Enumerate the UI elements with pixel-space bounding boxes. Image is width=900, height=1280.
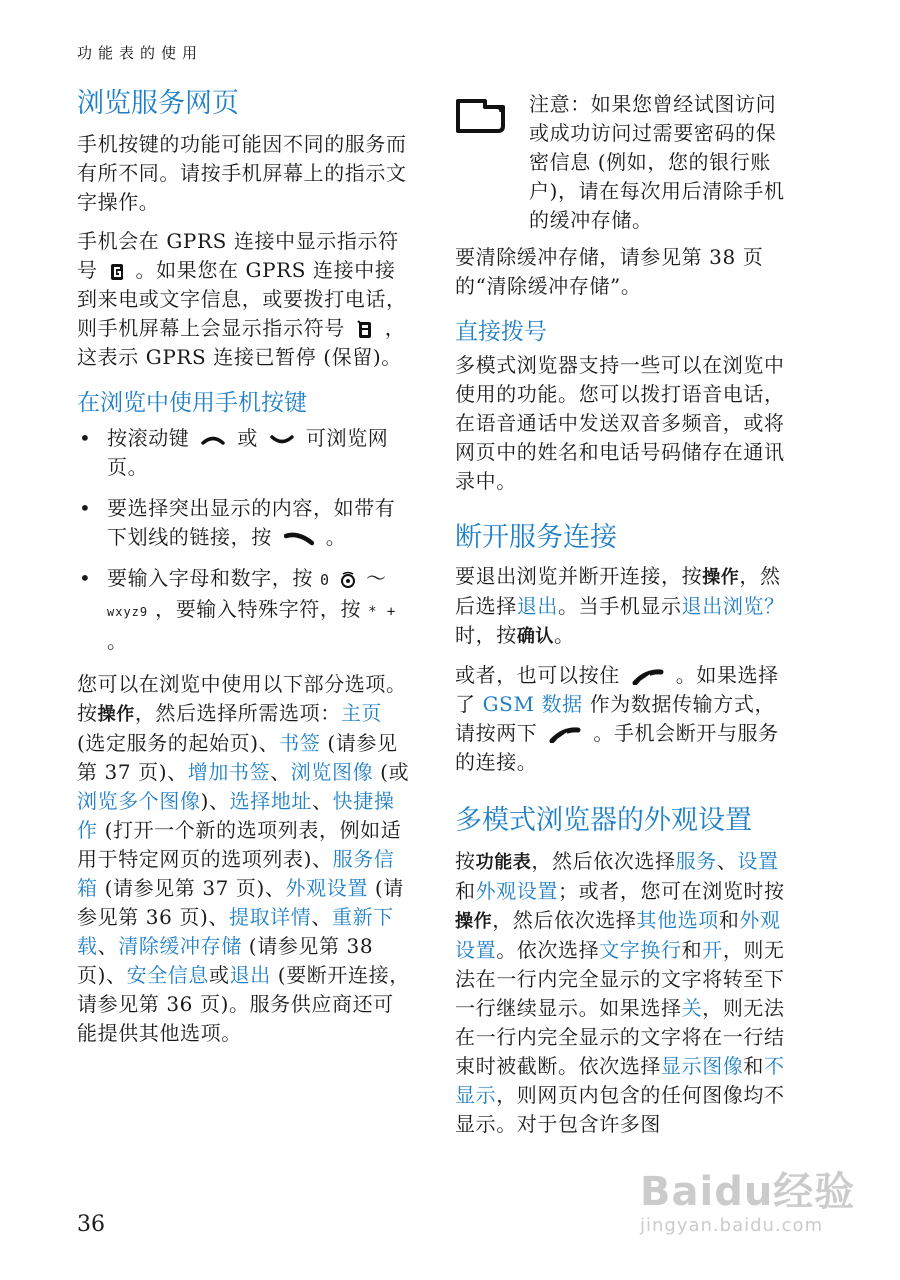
text-run: (请参见第 37 页)、 xyxy=(77,731,398,784)
text-run: ，则无法在一行内完全显示的文字将转至下一行继续显示。如果选择 xyxy=(455,938,785,1020)
end-text-1: 或者，也可以按住 xyxy=(455,663,620,687)
running-header: 功能表的使用 xyxy=(77,44,204,62)
text-run: 、 xyxy=(312,789,333,813)
page-number: 36 xyxy=(77,1212,105,1237)
gsm-data-link[interactable]: GSM 数据 xyxy=(482,692,583,716)
note-block xyxy=(455,90,795,235)
paragraph-clear-cache: 要清除缓冲存储，请参见第 38 页的“清除缓冲存储”。 xyxy=(455,245,764,298)
menu-option-link[interactable]: 关 xyxy=(681,996,703,1020)
text-run: 要退出浏览并断开连接，按 xyxy=(455,564,703,588)
text-run: 和 xyxy=(718,908,740,932)
list-text: ～ xyxy=(365,566,387,590)
menu-option-link[interactable]: 快捷操作 xyxy=(77,789,395,842)
end-text-4: 。手机会断开与服务的连接。 xyxy=(455,721,779,774)
text-run: 、 xyxy=(270,760,291,784)
text-run: (要断开连接，请参见第 36 页)。服务供应商还可能提供其他选项。 xyxy=(77,963,410,1045)
list-item xyxy=(77,494,413,552)
menu-option-link[interactable]: 提取详情 xyxy=(228,905,312,929)
menu-option-link[interactable]: 服务信箱 xyxy=(77,847,395,900)
watermark-url: jingyan.baidu.com xyxy=(640,1215,824,1236)
menu-option-link[interactable]: 退出 xyxy=(516,594,559,618)
key-star-label: * + xyxy=(368,604,397,620)
menu-option-link[interactable]: 不显示 xyxy=(455,1054,785,1107)
list-item xyxy=(77,424,413,482)
list-text: 按滚动键 xyxy=(107,426,190,450)
menu-option-link[interactable]: 选择地址 xyxy=(229,789,313,813)
list-text: 或 xyxy=(237,426,258,450)
paragraph-end-key xyxy=(455,661,795,777)
text-run: ，则无法在一行内完全显示的文字将在一行结束时被截断。依次选择 xyxy=(455,996,785,1078)
gprs-text-1: 手机会在 GPRS 连接中显示指示符号 xyxy=(77,229,399,282)
key-0-label: 0 xyxy=(319,571,330,589)
menu-option-link[interactable]: 显示图像 xyxy=(661,1054,744,1078)
text-run: (打开一个新的选项列表，例如适用于特定网页的选项列表)、 xyxy=(77,818,402,871)
text-run: 。依次选择 xyxy=(496,938,600,962)
text-run: 按 xyxy=(455,849,476,873)
menu-option-link[interactable]: 退出 xyxy=(229,963,271,987)
call-key-icon xyxy=(284,532,314,546)
text-run: ；或者，您可在浏览时按 xyxy=(558,879,785,903)
keys-list xyxy=(77,424,413,656)
menu-option-link[interactable]: 外观设置 xyxy=(455,908,781,962)
paragraph-direct-dial: 多模式浏览器支持一些可以在浏览中使用的功能。您可以拨打语音电话，在语音通话中发送双音多频音，或将网页中的姓名和电话号码储存在通讯录中。 xyxy=(455,353,785,493)
menu-option-link[interactable]: 外观设置 xyxy=(285,876,368,900)
key-0-symbol-icon xyxy=(339,571,357,589)
text-run: 时，按 xyxy=(455,623,517,647)
text-run: (选定服务的起始页)、 xyxy=(77,731,280,755)
gprs-indicator-icon xyxy=(110,263,124,281)
softkey-label: 操作 xyxy=(97,704,135,725)
menu-option-link[interactable]: 外观设置 xyxy=(475,879,559,903)
list-text: 。 xyxy=(107,629,128,653)
section-title-disconnect: 断开服务连接 xyxy=(455,522,617,553)
key-9-label: wxyz9 xyxy=(107,605,149,619)
list-text: 要选择突出显示的内容，如带有下划线的链接，按 xyxy=(107,496,396,549)
gprs-text-2: 。如果您在 GPRS 连接中接到来电或文字信息，或要拨打电话，则手机屏幕上会显示指示符号 xyxy=(77,258,407,340)
end-key-icon xyxy=(632,669,664,685)
gprs-text-3: ，这表示 GPRS 连接已暂停 (保留)。 xyxy=(77,316,406,369)
note-hand-icon xyxy=(455,98,507,134)
text-run: 和 xyxy=(743,1054,765,1078)
menu-option-link[interactable]: 清除缓冲存储 xyxy=(118,934,242,958)
text-run: (请参见第 37 页)、 xyxy=(97,876,286,900)
text-run: 、 xyxy=(311,905,332,929)
text-run: 、 xyxy=(716,849,738,873)
list-text: 可浏览网页。 xyxy=(107,426,389,479)
menu-option-link[interactable]: 浏览图像 xyxy=(290,760,374,784)
text-run: (或 xyxy=(373,760,410,784)
softkey-label: 功能表 xyxy=(475,852,532,873)
right-column xyxy=(455,90,795,1139)
paragraph-appearance xyxy=(455,847,795,1139)
text-run: 和 xyxy=(455,879,476,903)
paragraph-keys-vary: 手机按键的功能可能因不同的服务而有所不同。请按手机屏幕上的指示文字操作。 xyxy=(77,132,407,214)
end-text-2: 。如果选择了 xyxy=(455,663,779,716)
section-title-browse: 浏览服务网页 xyxy=(77,88,239,119)
list-text: ，要输入特殊字符，按 xyxy=(155,597,362,621)
text-run: (请参见第 38 页)、 xyxy=(77,934,374,987)
text-run: 和 xyxy=(681,938,703,962)
menu-option-link[interactable]: 重新下载 xyxy=(77,905,394,958)
text-run: ，然后依次选择 xyxy=(531,849,676,873)
menu-option-link[interactable]: 服务 xyxy=(675,849,717,873)
scroll-down-key-icon xyxy=(270,435,294,445)
text-run: )、 xyxy=(200,789,230,813)
text-run: 、 xyxy=(97,934,119,958)
text-run: ，然后选择 xyxy=(455,564,781,618)
softkey-label: 确认 xyxy=(516,626,555,647)
note-text: 注意：如果您曾经试图访问或成功访问过需要密码的保密信息 (例如，您的银行账户)，请在每次用后清除手机的缓冲存储。 xyxy=(529,92,785,232)
text-run: ，然后依次选择 xyxy=(492,908,637,932)
watermark xyxy=(640,1160,855,1236)
text-run: 您可以在浏览中使用以下部分选项。按 xyxy=(77,672,407,725)
menu-option-link[interactable]: 安全信息 xyxy=(126,963,210,987)
end-key-icon xyxy=(549,727,581,743)
scroll-up-key-icon xyxy=(201,435,225,445)
menu-option-link[interactable]: 设置 xyxy=(737,849,779,873)
menu-option-link[interactable]: 浏览多个图像 xyxy=(77,789,201,813)
menu-option-link[interactable]: 其他选项 xyxy=(636,908,719,932)
list-text: 。 xyxy=(325,525,347,549)
text-run: ，然后选择所需选项： xyxy=(134,701,341,725)
menu-option-link[interactable]: 书签 xyxy=(279,731,321,755)
paragraph-browse-options xyxy=(77,670,413,1048)
menu-option-link[interactable]: 文字换行 xyxy=(599,938,682,962)
menu-option-link[interactable]: 增加书签 xyxy=(187,760,271,784)
section-title-keys: 在浏览中使用手机按键 xyxy=(77,390,307,416)
menu-option-link[interactable]: 开 xyxy=(702,938,723,962)
watermark-logo: Baidu经验 xyxy=(640,1169,856,1215)
paragraph-gprs-indicator xyxy=(77,227,413,372)
text-run: ，则网页内包含的任何图像均不显示。对于包含许多图 xyxy=(455,1083,785,1136)
gprs-suspended-icon xyxy=(357,320,373,340)
section-title-appearance: 多模式浏览器的外观设置 xyxy=(455,805,752,836)
left-column xyxy=(77,84,413,1048)
section-title-direct-dial: 直接拨号 xyxy=(455,319,547,345)
softkey-label: 操作 xyxy=(702,567,740,588)
list-item xyxy=(77,564,413,656)
softkey-label: 操作 xyxy=(455,911,493,932)
paragraph-disconnect xyxy=(455,562,795,651)
text-run: 。当手机显示 xyxy=(558,594,682,618)
list-text: 要输入字母和数字，按 xyxy=(107,566,313,590)
text-run: 或 xyxy=(209,963,230,987)
text-run: (请参见第 36 页)、 xyxy=(77,876,404,929)
end-text-3: 作为数据传输方式，请按两下 xyxy=(455,692,776,745)
menu-option-link[interactable]: 主页 xyxy=(340,701,383,725)
text-run: 。 xyxy=(554,623,575,647)
menu-option-link[interactable]: 退出浏览？ xyxy=(681,594,785,618)
